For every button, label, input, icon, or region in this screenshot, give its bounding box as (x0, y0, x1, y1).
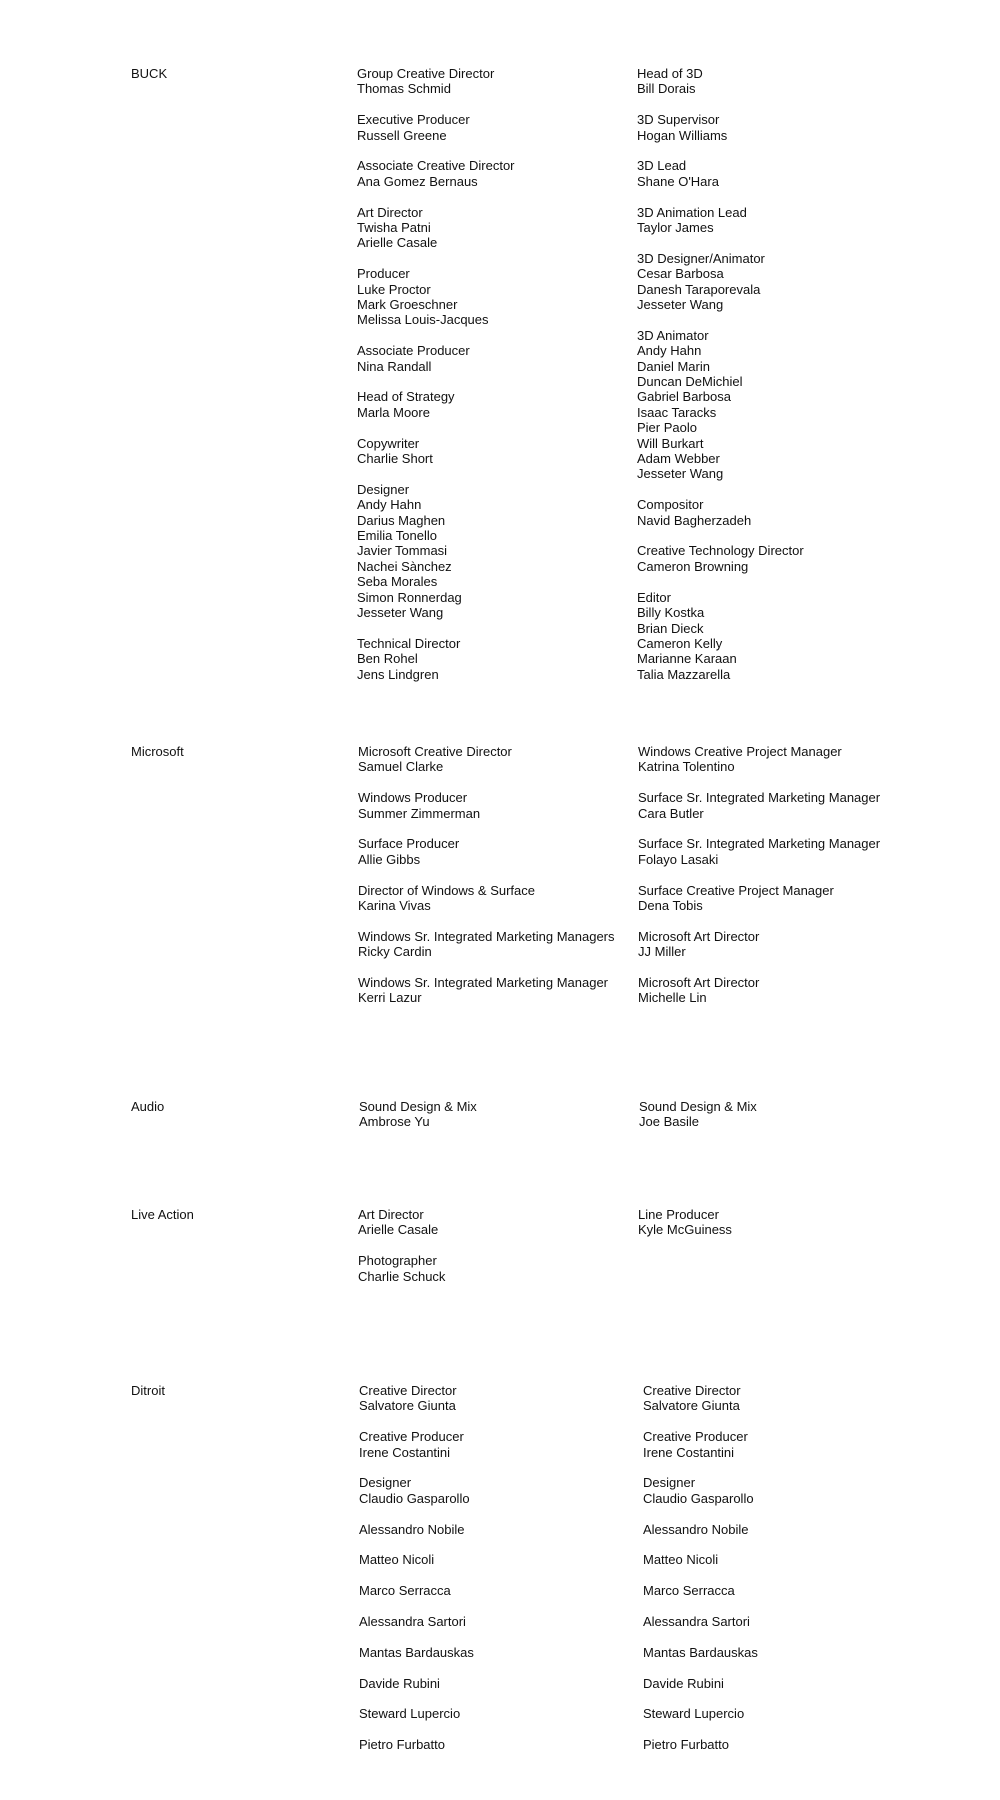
credit-name: Katrina Tolentino (638, 759, 735, 775)
credit-name: Steward Lupercio (359, 1706, 461, 1722)
credit-group (638, 1207, 908, 1238)
credit-name: Daniel Marin (637, 358, 710, 374)
credits-column-right (638, 744, 908, 1021)
section-title: Audio (131, 1099, 165, 1114)
credit-name: Marla Moore (357, 404, 430, 420)
credit-name: Nina Randall (357, 358, 432, 374)
credit-group (359, 1583, 629, 1598)
credit-role: Windows Sr. Integrated Marketing Managers (358, 928, 615, 944)
credit-group (357, 158, 627, 189)
credit-name: Thomas Schmid (357, 81, 451, 97)
credit-group (638, 790, 908, 821)
credit-role: Creative Technology Director (637, 543, 804, 559)
credit-name: Cara Butler (638, 805, 704, 821)
credit-name: Mantas Bardauskas (359, 1644, 474, 1660)
credit-group (637, 543, 907, 574)
credits-column-left (358, 744, 628, 1021)
credit-name: JJ Miller (638, 944, 686, 960)
credits-column-right (639, 1099, 909, 1145)
credit-group (357, 112, 627, 143)
credit-name: Mark Groeschner (357, 297, 458, 313)
credit-name: Ricky Cardin (358, 944, 432, 960)
credit-role: Associate Creative Director (357, 158, 515, 174)
credit-name: Kyle McGuiness (638, 1222, 732, 1238)
credit-role: 3D Designer/Animator (637, 250, 765, 266)
credit-name: Bill Dorais (637, 81, 696, 97)
credit-group (357, 343, 627, 374)
credit-group (358, 836, 628, 867)
credit-name: Cameron Kelly (637, 635, 723, 651)
credit-name: Jens Lindgren (357, 666, 439, 682)
credit-group (637, 590, 907, 682)
credit-name: Allie Gibbs (358, 851, 421, 867)
credit-role: Windows Creative Project Manager (638, 744, 842, 759)
credit-role: Director of Windows & Surface (358, 882, 536, 898)
credit-name: Salvatore Giunta (359, 1398, 456, 1414)
credit-group (358, 929, 628, 960)
credit-name: Pietro Furbatto (643, 1737, 729, 1753)
credit-name: Andy Hahn (637, 343, 702, 359)
credit-name: Alessandro Nobile (643, 1521, 749, 1537)
credit-role: Group Creative Director (357, 66, 495, 81)
credit-name: Salvatore Giunta (643, 1398, 740, 1414)
credit-group (643, 1475, 913, 1506)
credit-name: Navid Bagherzadeh (637, 512, 752, 528)
credit-name: Steward Lupercio (643, 1706, 745, 1722)
credits-column-right (643, 1383, 913, 1768)
credit-name: Matteo Nicoli (643, 1552, 719, 1568)
credit-group (637, 112, 907, 143)
credit-name: Summer Zimmerman (358, 805, 481, 821)
credit-name: Pietro Furbatto (359, 1737, 445, 1753)
section-title: Ditroit (131, 1383, 165, 1398)
credit-name: Billy Kostka (637, 605, 705, 621)
credit-group (643, 1522, 913, 1537)
credit-group (637, 497, 907, 528)
credit-group (357, 436, 627, 467)
credit-role: Designer (643, 1475, 696, 1491)
credit-name: Samuel Clarke (358, 759, 444, 775)
credit-group (359, 1429, 629, 1460)
credit-role: Associate Producer (357, 343, 470, 359)
section-title: BUCK (131, 66, 168, 81)
credit-group (643, 1676, 913, 1691)
credit-name: Matteo Nicoli (359, 1552, 435, 1568)
credit-name: Alessandra Sartori (359, 1614, 466, 1629)
credit-name: Talia Mazzarella (637, 666, 731, 682)
credit-name: Marco Serracca (359, 1583, 451, 1599)
credit-group (637, 66, 907, 97)
credit-group (643, 1552, 913, 1567)
credit-name: Claudio Gasparollo (643, 1490, 754, 1506)
credit-name: Arielle Casale (357, 235, 438, 251)
credit-name: Dena Tobis (638, 898, 703, 914)
credit-group (359, 1475, 629, 1506)
credit-group (357, 266, 627, 328)
credit-group (358, 883, 628, 914)
credit-role: Windows Producer (358, 790, 468, 806)
credit-role: Executive Producer (357, 112, 470, 128)
credit-name: Jesseter Wang (357, 605, 444, 621)
credit-role: Head of 3D (637, 66, 703, 81)
credit-group (359, 1737, 629, 1752)
credit-group (359, 1645, 629, 1660)
credits-column-right (638, 1207, 908, 1253)
credit-group (359, 1706, 629, 1721)
credit-name: Brian Dieck (637, 620, 704, 636)
credit-group (358, 744, 628, 775)
credit-name: Kerri Lazur (358, 990, 422, 1006)
credit-name: Michelle Lin (638, 990, 707, 1006)
credit-name: Nachei Sànchez (357, 558, 452, 574)
credit-role: Surface Producer (358, 836, 460, 852)
credit-name: Karina Vivas (358, 898, 431, 914)
credit-name: Melissa Louis-Jacques (357, 312, 489, 328)
credit-name: Taylor James (637, 220, 714, 236)
credit-role: Producer (357, 266, 410, 282)
credit-name: Ben Rohel (357, 651, 418, 667)
credit-name: Cameron Browning (637, 558, 749, 574)
credit-group (643, 1614, 913, 1629)
credits-column-left (358, 1207, 628, 1299)
credit-group (359, 1522, 629, 1537)
credit-group (359, 1614, 629, 1629)
credit-role: Surface Sr. Integrated Marketing Manager (638, 790, 881, 806)
credit-group (359, 1099, 629, 1130)
credit-role: Creative Director (359, 1383, 457, 1398)
credit-role: Windows Sr. Integrated Marketing Manager (358, 975, 609, 991)
credits-column-left (359, 1099, 629, 1145)
credit-role: Surface Creative Project Manager (638, 882, 834, 898)
credit-role: Microsoft Art Director (638, 975, 760, 991)
credit-name: Isaac Taracks (637, 404, 717, 420)
credit-role: Photographer (358, 1253, 437, 1269)
credit-group (643, 1383, 913, 1414)
credit-group (637, 251, 907, 313)
credit-name: Irene Costantini (359, 1444, 451, 1460)
credit-name: Alessandra Sartori (643, 1614, 750, 1629)
credit-group (358, 975, 628, 1006)
credit-name: Charlie Schuck (358, 1268, 446, 1284)
credit-name: Gabriel Barbosa (637, 389, 731, 405)
credit-role: Surface Sr. Integrated Marketing Manager (638, 836, 881, 852)
credit-role: Copywriter (357, 435, 420, 451)
credit-role: Designer (357, 481, 410, 497)
credit-name: Cesar Barbosa (637, 266, 724, 282)
credit-group (643, 1429, 913, 1460)
credit-name: Darius Maghen (357, 512, 446, 528)
credit-name: Russell Greene (357, 127, 447, 143)
credit-name: Mantas Bardauskas (643, 1644, 758, 1660)
credit-group (358, 1207, 628, 1238)
credit-group (638, 744, 908, 775)
credit-role: Line Producer (638, 1207, 719, 1222)
credit-role: Head of Strategy (357, 389, 455, 405)
credit-group (638, 836, 908, 867)
credit-name: Will Burkart (637, 435, 704, 451)
credit-role: Creative Director (643, 1383, 741, 1398)
credit-role: 3D Animation Lead (637, 204, 747, 220)
credit-name: Hogan Williams (637, 127, 728, 143)
credit-name: Seba Morales (357, 574, 438, 590)
credit-name: Luke Proctor (357, 281, 431, 297)
credit-name: Simon Ronnerdag (357, 589, 462, 605)
credit-role: 3D Lead (637, 158, 687, 174)
credit-group (357, 482, 627, 621)
credit-name: Claudio Gasparollo (359, 1490, 470, 1506)
credit-role: Creative Producer (643, 1429, 748, 1445)
credit-group (637, 328, 907, 482)
credit-group (637, 205, 907, 236)
credits-column-left (357, 66, 627, 698)
credit-group (357, 636, 627, 682)
credit-group (638, 975, 908, 1006)
credit-role: Art Director (357, 204, 423, 220)
credit-group (359, 1383, 629, 1414)
credit-role: 3D Supervisor (637, 112, 720, 128)
credit-name: Twisha Patni (357, 220, 431, 236)
credit-name: Irene Costantini (643, 1444, 735, 1460)
credit-name: Arielle Casale (358, 1222, 439, 1238)
credit-role: Designer (359, 1475, 412, 1491)
credit-name: Adam Webber (637, 451, 720, 467)
credit-role: Creative Producer (359, 1429, 464, 1445)
credit-group (358, 790, 628, 821)
credit-name: Davide Rubini (359, 1675, 440, 1691)
credit-role: Sound Design & Mix (639, 1099, 757, 1114)
credit-role: Compositor (637, 497, 704, 513)
credit-name: Davide Rubini (643, 1675, 724, 1691)
credit-role: Editor (637, 589, 671, 605)
section-title: Microsoft (131, 744, 184, 759)
credits-column-left (359, 1383, 629, 1768)
credit-name: Duncan DeMichiel (637, 374, 743, 390)
credit-group (638, 883, 908, 914)
credit-name: Danesh Taraporevala (637, 281, 761, 297)
credit-group (359, 1552, 629, 1567)
credit-group (357, 66, 627, 97)
credit-role: Art Director (358, 1207, 424, 1222)
credit-name: Jesseter Wang (637, 297, 724, 313)
credit-name: Charlie Short (357, 451, 433, 467)
credit-group (638, 929, 908, 960)
credit-name: Folayo Lasaki (638, 851, 719, 867)
credit-name: Marco Serracca (643, 1583, 735, 1599)
credit-name: Andy Hahn (357, 497, 422, 513)
credit-name: Javier Tommasi (357, 543, 448, 559)
credit-role: Technical Director (357, 635, 461, 651)
credit-name: Ana Gomez Bernaus (357, 173, 478, 189)
credit-name: Alessandro Nobile (359, 1521, 465, 1537)
credit-group (637, 158, 907, 189)
credit-group (643, 1706, 913, 1721)
credit-group (643, 1737, 913, 1752)
credit-group (643, 1583, 913, 1598)
credit-role: Microsoft Art Director (638, 928, 760, 944)
credit-group (359, 1676, 629, 1691)
credit-group (358, 1253, 628, 1284)
credit-group (357, 389, 627, 420)
section-title: Live Action (131, 1207, 194, 1222)
credit-role: Sound Design & Mix (359, 1099, 477, 1114)
credit-group (643, 1645, 913, 1660)
credit-name: Ambrose Yu (359, 1114, 430, 1130)
credit-group (357, 205, 627, 251)
credit-group (639, 1099, 909, 1130)
credit-name: Shane O'Hara (637, 173, 719, 189)
credit-role: 3D Animator (637, 327, 709, 343)
credit-role: Microsoft Creative Director (358, 744, 512, 759)
credit-name: Joe Basile (639, 1114, 699, 1130)
credits-column-right (637, 66, 907, 698)
credit-name: Jesseter Wang (637, 466, 724, 482)
credit-name: Marianne Karaan (637, 651, 737, 667)
credit-name: Emilia Tonello (357, 528, 437, 544)
credit-name: Pier Paolo (637, 420, 697, 436)
